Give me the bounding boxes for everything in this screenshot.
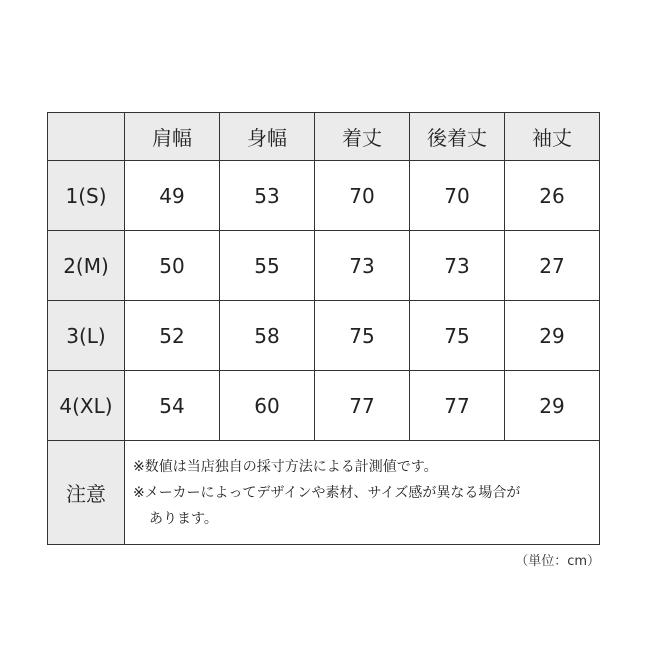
size-label: 2(M) [48, 231, 125, 301]
table-cell: 50 [125, 231, 220, 301]
table-cell: 70 [315, 161, 410, 231]
size-label: 3(L) [48, 301, 125, 371]
note-line: ※数値は当店独自の採寸方法による計測値です。 [133, 458, 438, 475]
corner-cell [48, 113, 125, 161]
note-row [48, 441, 600, 545]
header-sleeve-length: 袖丈 [505, 113, 600, 161]
header-row [48, 113, 600, 161]
size-label: 1(S) [48, 161, 125, 231]
size-label: 4(XL) [48, 371, 125, 441]
table-row [48, 231, 600, 301]
table-row [48, 371, 600, 441]
table-cell: 29 [505, 371, 600, 441]
table-row [48, 301, 600, 371]
note-label: 注意 [48, 441, 125, 545]
table-cell: 73 [315, 231, 410, 301]
table-cell: 53 [220, 161, 315, 231]
note-line: ※メーカーによってデザインや素材、サイズ感が異なる場合が [133, 484, 521, 501]
table-cell: 55 [220, 231, 315, 301]
size-chart-table [47, 112, 600, 545]
table-row [48, 161, 600, 231]
header-back-length: 後着丈 [410, 113, 505, 161]
note-line: あります。 [149, 510, 218, 527]
header-body-width: 身幅 [220, 113, 315, 161]
table-cell: 73 [410, 231, 505, 301]
table-cell: 58 [220, 301, 315, 371]
note-text [125, 441, 600, 545]
table-cell: 54 [125, 371, 220, 441]
table-cell: 27 [505, 231, 600, 301]
table-cell: 26 [505, 161, 600, 231]
table-cell: 60 [220, 371, 315, 441]
table-cell: 75 [315, 301, 410, 371]
table-cell: 52 [125, 301, 220, 371]
table-cell: 77 [315, 371, 410, 441]
table-cell: 75 [410, 301, 505, 371]
header-length: 着丈 [315, 113, 410, 161]
header-shoulder-width: 肩幅 [125, 113, 220, 161]
table-cell: 77 [410, 371, 505, 441]
table-cell: 70 [410, 161, 505, 231]
table-cell: 49 [125, 161, 220, 231]
table-cell: 29 [505, 301, 600, 371]
unit-label: （単位：cm） [515, 554, 600, 569]
